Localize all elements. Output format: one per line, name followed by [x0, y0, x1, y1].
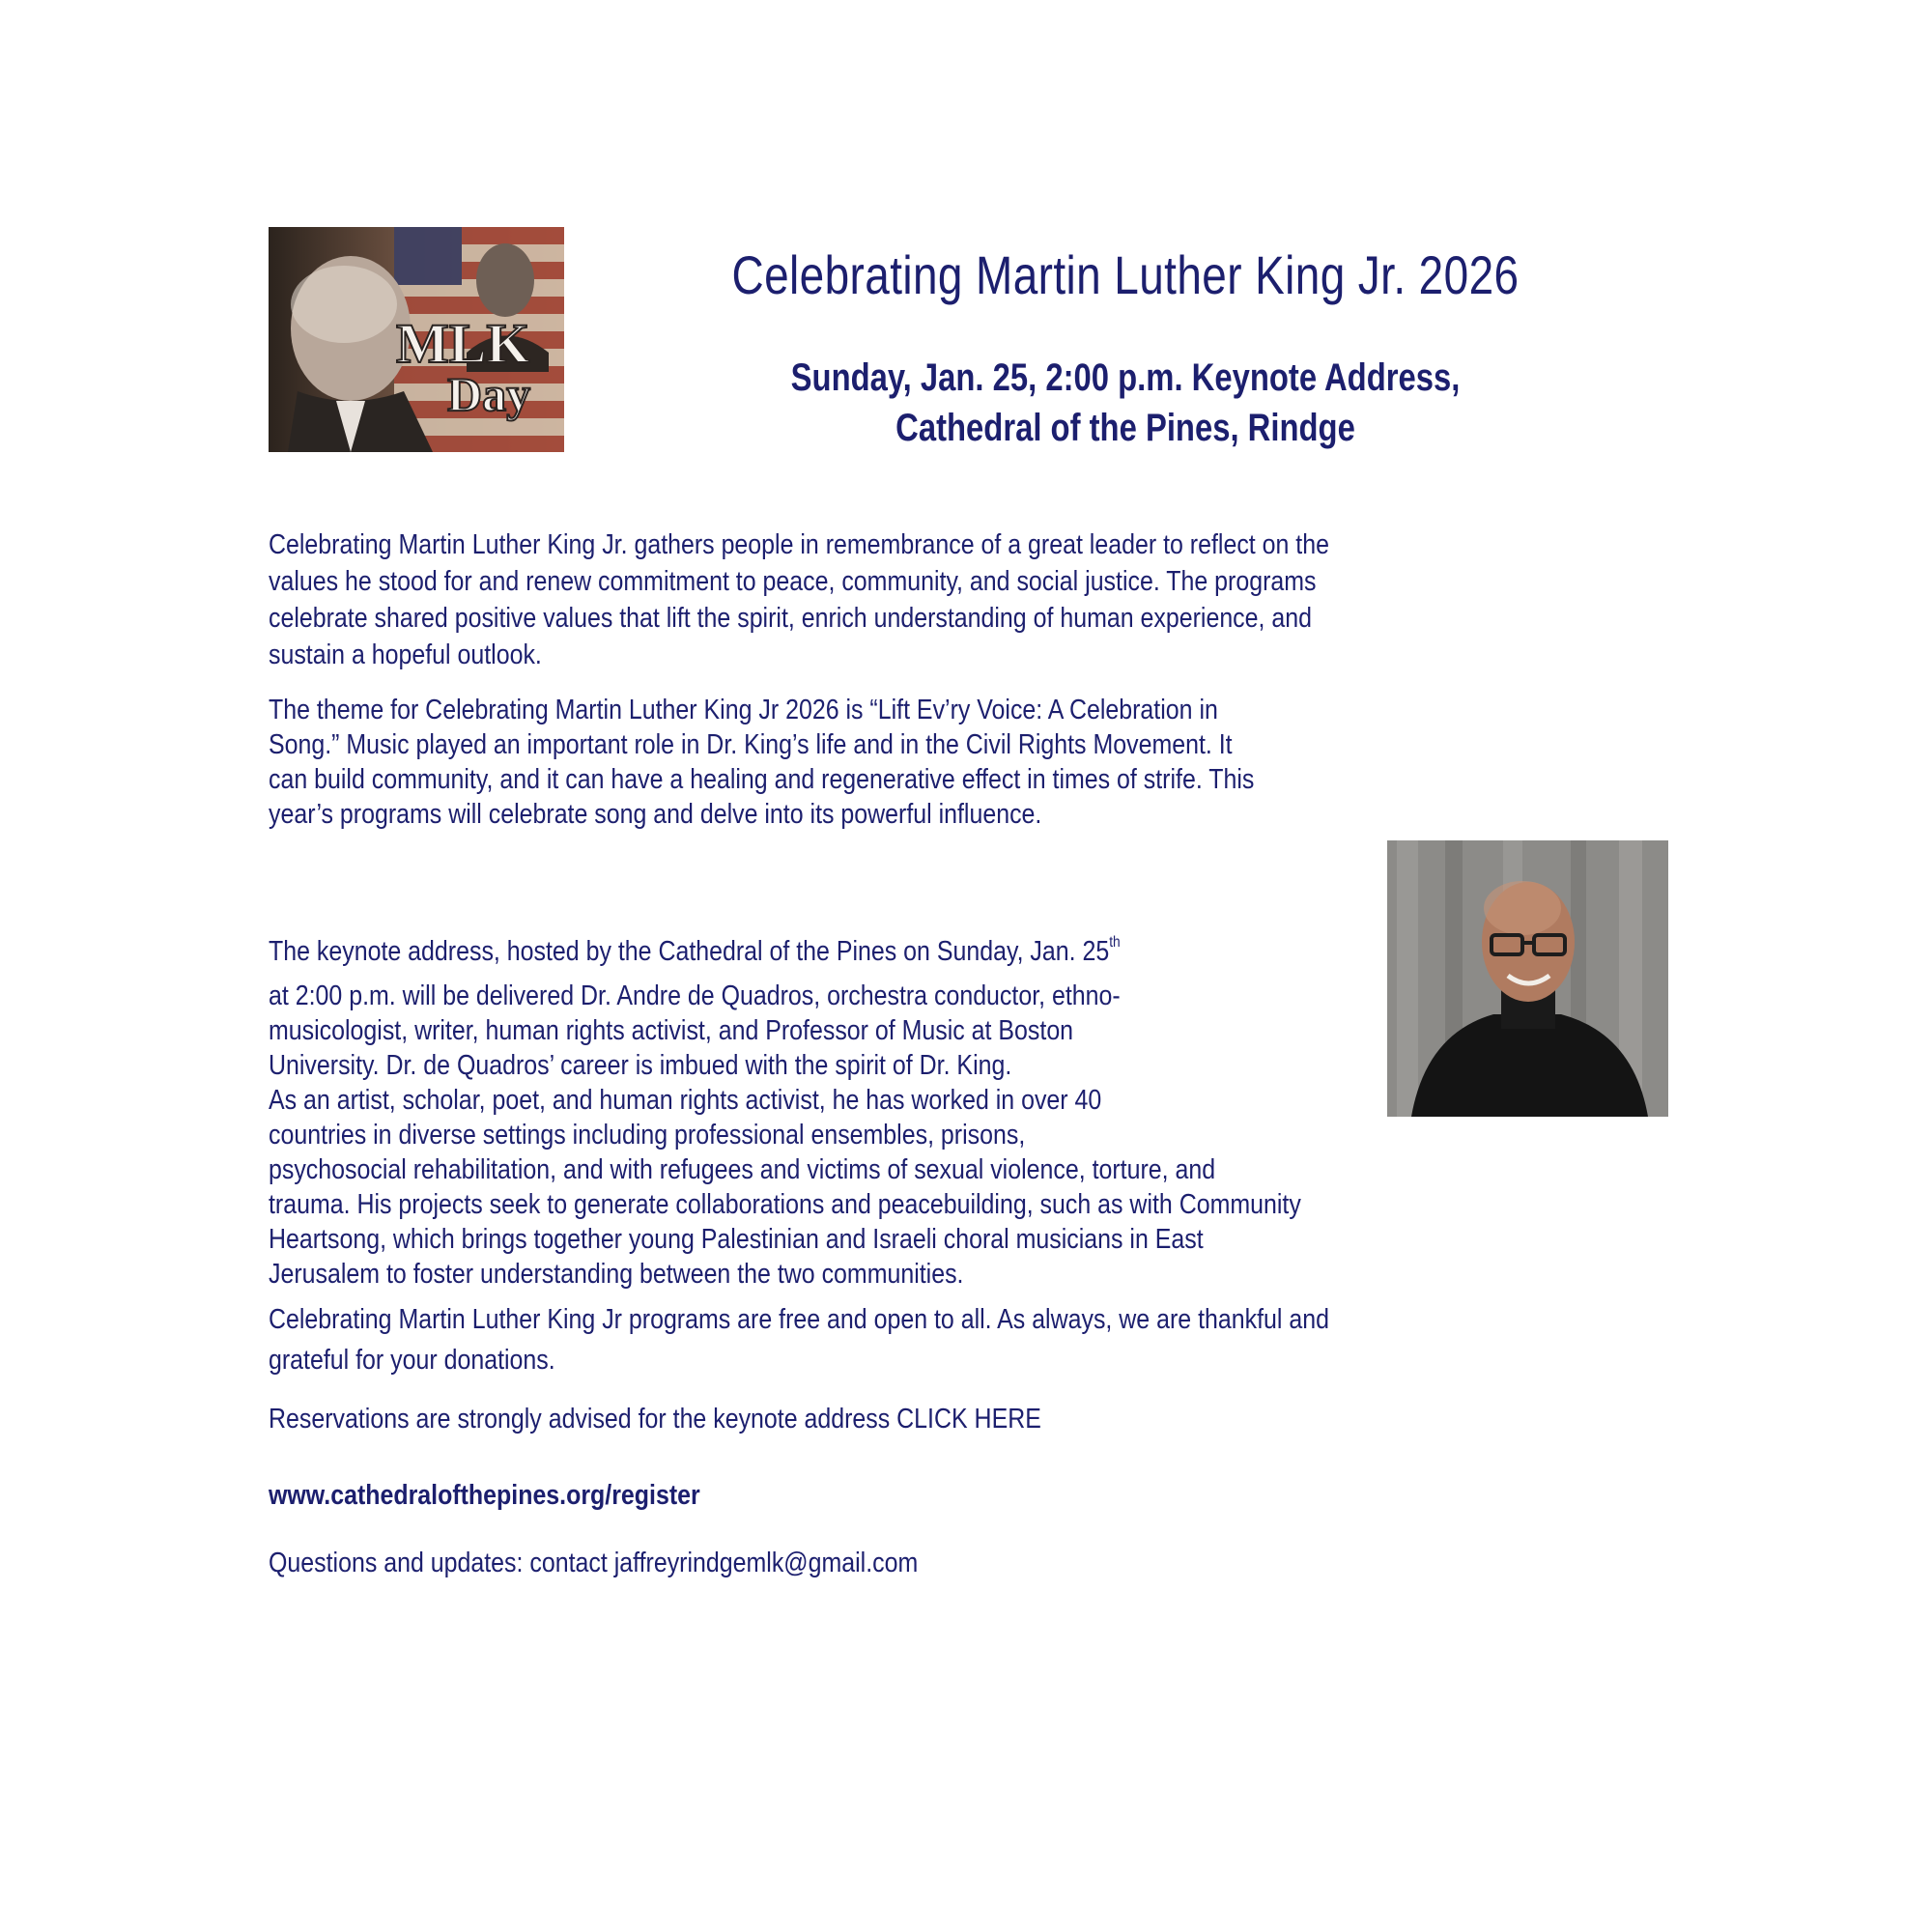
register-link[interactable]: www.cathedralofthepines.org/register: [269, 1480, 700, 1511]
keynote-line: As an artist, scholar, poet, and human rights activist, he has worked in over 40: [269, 1085, 1102, 1116]
keynote-first-line: [269, 934, 1301, 969]
theme-line: can build community, and it can have a healing and regenerative effect in times of strife. This: [269, 764, 1255, 795]
keynote-line: Heartsong, which brings together young Palestinian and Israeli choral musicians in East: [269, 1224, 1204, 1255]
subtitle-line-2: Cathedral of the Pines, Rindge: [895, 407, 1355, 449]
intro-paragraph: [269, 526, 1329, 673]
keynote-line: musicologist, writer, human rights activist, and Professor of Music at Boston: [269, 1015, 1074, 1046]
keynote-line: at 2:00 p.m. will be delivered Dr. Andre de Quadros, orchestra conductor, ethno-: [269, 980, 1121, 1011]
keynote-line: trauma. His projects seek to generate collaborations and peacebuilding, such as with Community: [269, 1189, 1301, 1220]
reservations-text: Reservations are strongly advised for the keynote address: [269, 1404, 897, 1435]
theme-line: Song.” Music played an important role in Dr. King’s life and in the Civil Rights Movement. It: [269, 729, 1233, 760]
theme-line: The theme for Celebrating Martin Luther King Jr 2026 is “Lift Ev’ry Voice: A Celebration in: [269, 695, 1218, 725]
theme-line: year’s programs will celebrate song and delve into its powerful influence.: [269, 799, 1042, 830]
intro-line: sustain a hopeful outlook.: [269, 639, 542, 670]
intro-line: Celebrating Martin Luther King Jr. gathers people in remembrance of a great leader to reflect on the: [269, 529, 1329, 560]
free-line-1: Celebrating Martin Luther King Jr programs are free and open to all. As always, we are thankful and: [269, 1304, 1329, 1335]
logo-text-mlk: MLK: [396, 312, 530, 375]
keynote-line: psychosocial rehabilitation, and with refugees and victims of sexual violence, torture, and: [269, 1154, 1216, 1185]
free-paragraph: [269, 1299, 1329, 1380]
click-here-link[interactable]: CLICK HERE: [896, 1404, 1041, 1435]
mlk-day-image: [269, 227, 564, 452]
reservations-line: [269, 1401, 1041, 1437]
event-subtitle: [710, 353, 1542, 453]
keynote-line: countries in diverse settings including professional ensembles, prisons,: [269, 1120, 1026, 1151]
subtitle-line-1: Sunday, Jan. 25, 2:00 p.m. Keynote Address,: [790, 356, 1461, 399]
keynote-first-line-text: The keynote address, hosted by the Cathedral of the Pines on Sunday, Jan. 25: [269, 936, 1110, 967]
keynote-line: University. Dr. de Quadros’ career is imbued with the spirit of Dr. King.: [269, 1050, 1012, 1081]
free-line-2: grateful for your donations.: [269, 1345, 555, 1376]
theme-paragraph: [269, 693, 1254, 832]
intro-line: celebrate shared positive values that lift the spirit, enrich understanding of human experience, and: [269, 603, 1312, 634]
contact-line: Questions and updates: contact jaffreyrindgemlk@gmail.com: [269, 1548, 919, 1578]
speaker-photo: [1387, 840, 1668, 1117]
ordinal-suffix: th: [1109, 934, 1121, 951]
intro-line: values he stood for and renew commitment to peace, community, and social justice. The programs: [269, 566, 1317, 597]
page-title: Celebrating Martin Luther King Jr. 2026: [731, 244, 1520, 305]
keynote-line: Jerusalem to foster understanding between the two communities.: [269, 1259, 964, 1290]
keynote-paragraph: [269, 934, 1301, 1292]
logo-text-day: Day: [447, 367, 531, 421]
